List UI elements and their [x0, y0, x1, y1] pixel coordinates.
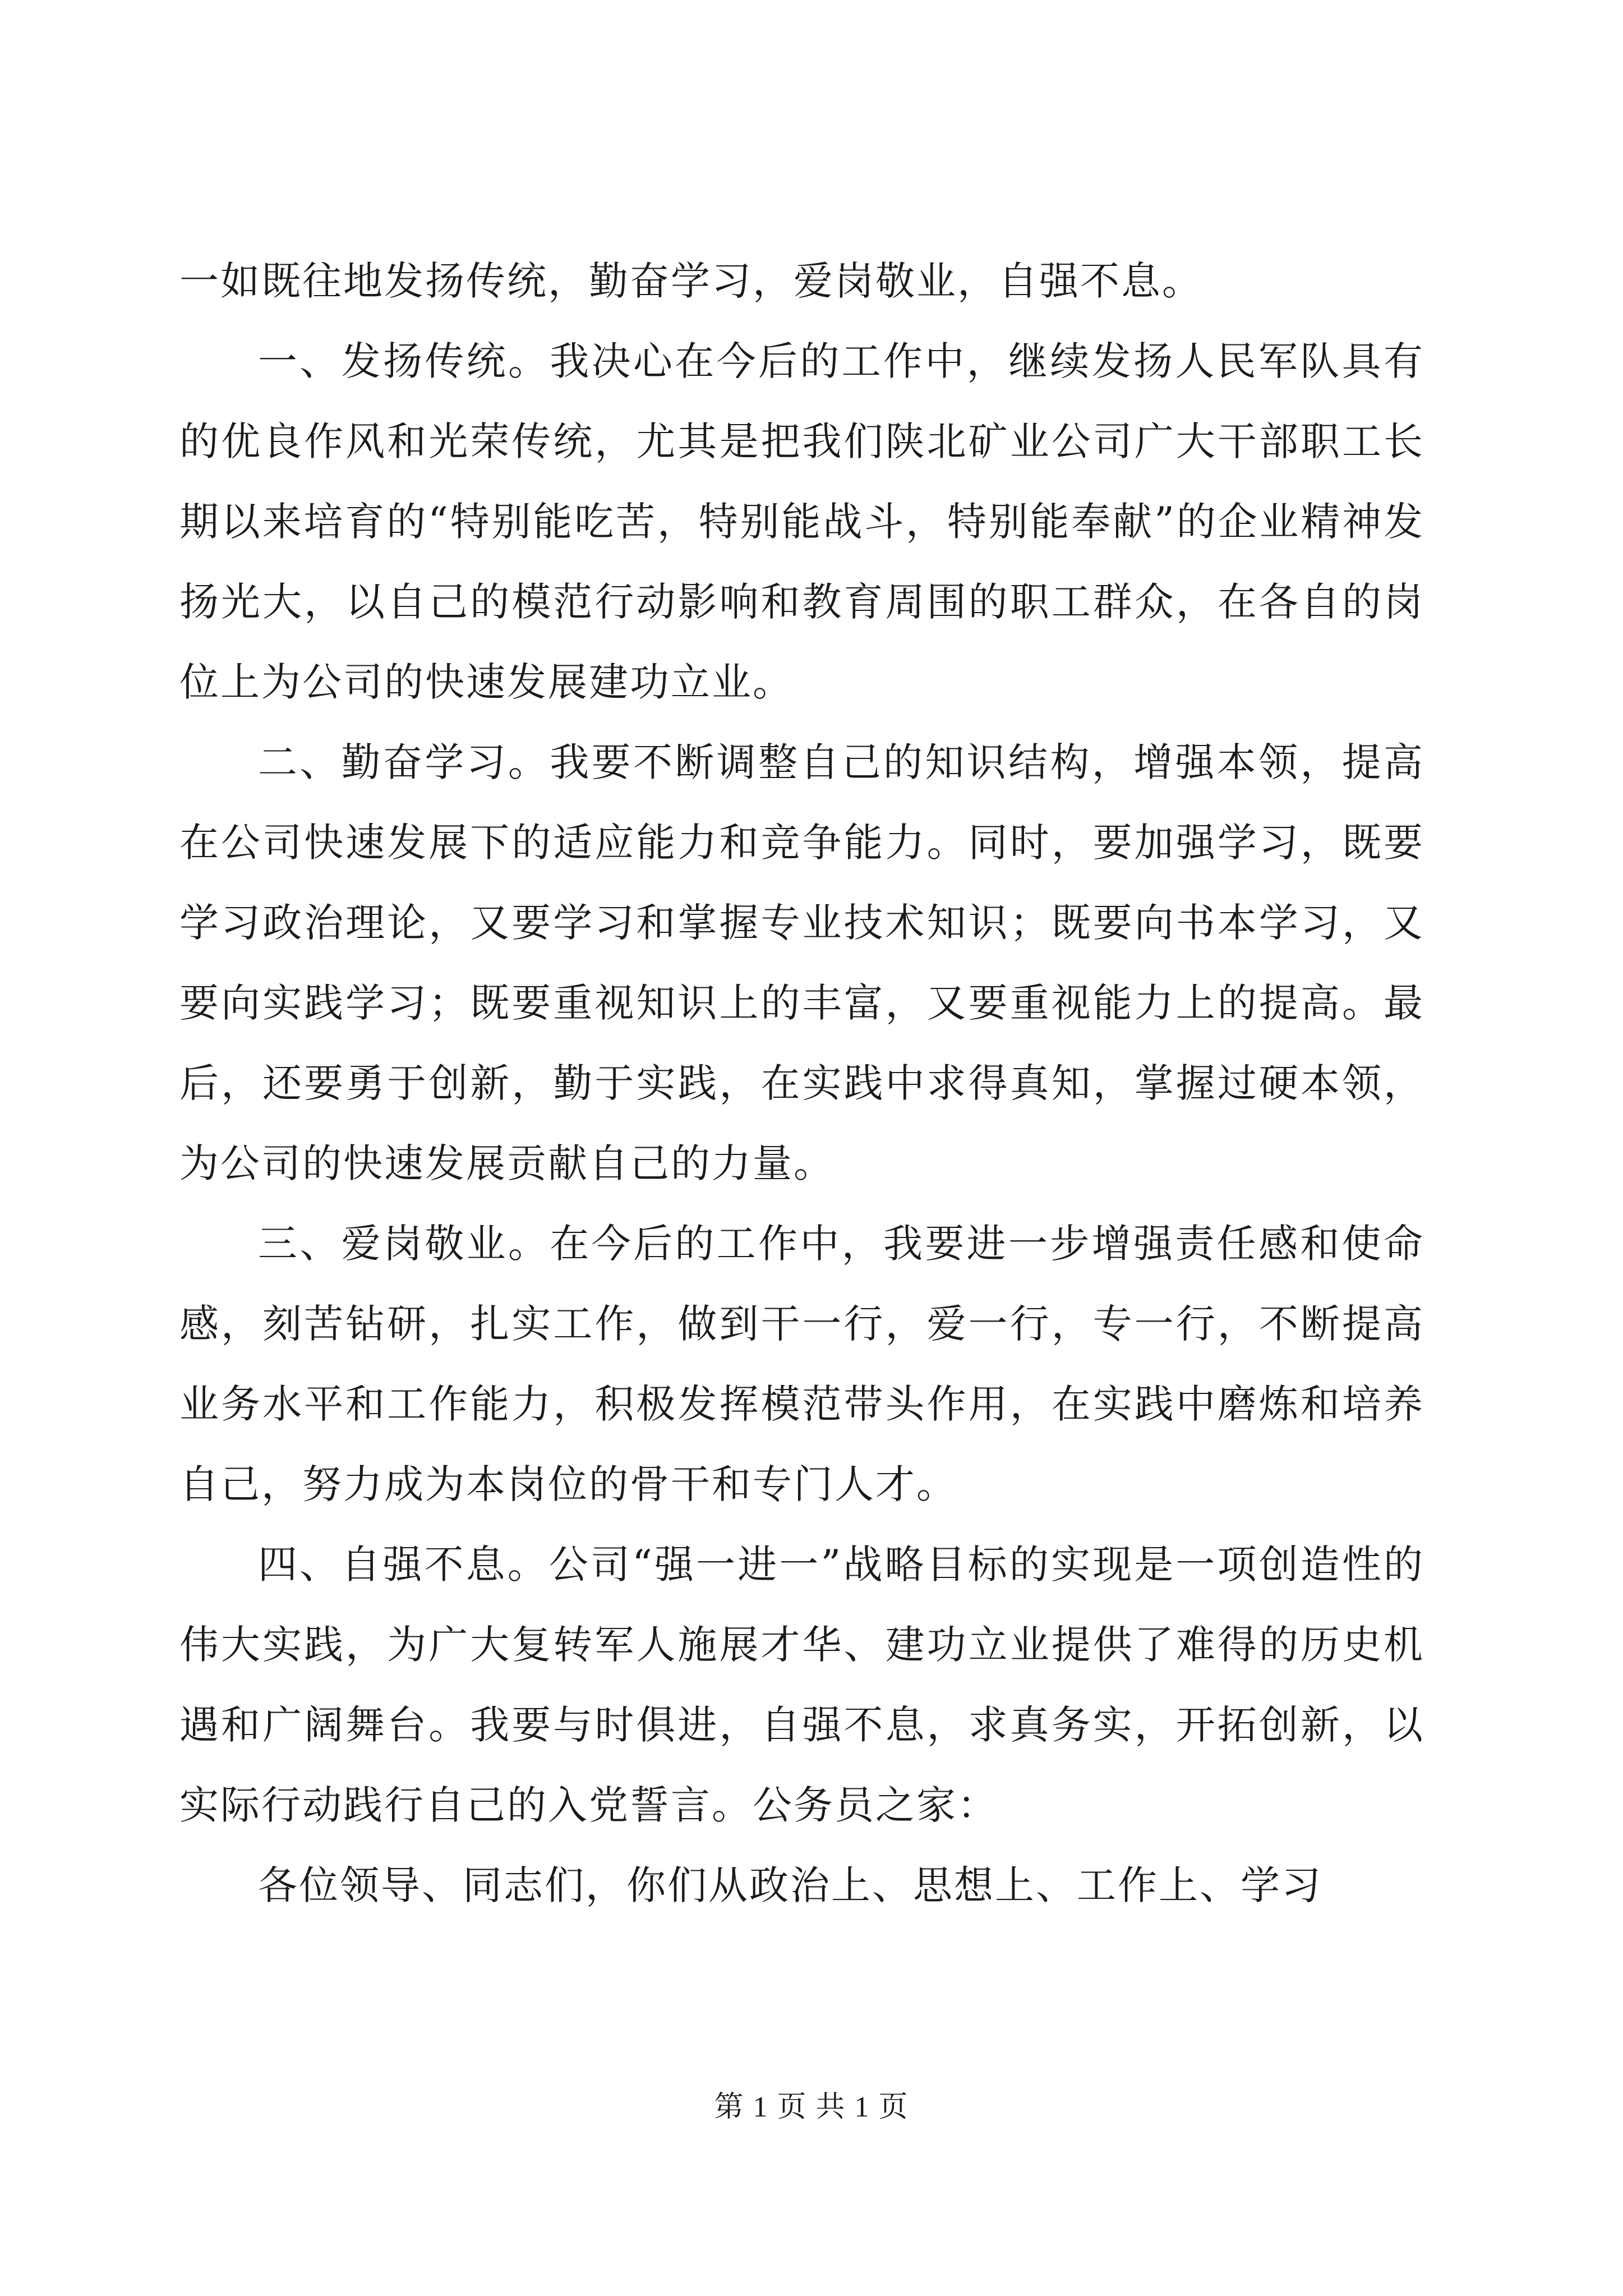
paragraph-closing-address: 各位领导、同志们，你们从政治上、思想上、工作上、学习: [258, 1862, 1322, 1908]
document-body: [179, 241, 1424, 1926]
paragraph-love-job: 三、爱岗敬业。在今后的工作中，我要进一步增强责任感和使命感，刻苦钻研，扎实工作，做到干一行，爱一行，专一行，不断提高业务水平和工作能力，积极发挥模范带头作用，在实践中磨炼和培养自己，努力成为本岗位的骨干和专门人才。: [179, 1221, 1424, 1507]
paragraph-carry-forward-tradition: 一、发扬传统。我决心在今后的工作中，继续发扬人民军队具有的优良作风和光荣传统，尤其是把我们陕北矿业公司广大干部职工长期以来培育的“特别能吃苦，特别能战斗，特别能奉献”的企业精神发扬光大，以自己的模范行动影响和教育周围的职工群众，在各自的岗位上为公司的快速发展建功立业。: [179, 338, 1424, 705]
paragraph-self-improvement: 四、自强不息。公司“强一进一”战略目标的实现是一项创造性的伟大实践，为广大复转军人施展才华、建功立业提供了难得的历史机遇和广阔舞台。我要与时俱进，自强不息，求真务实，开拓创新，以实际行动践行自己的入党誓言。公务员之家：: [179, 1542, 1424, 1828]
paragraph-continuation: 一如既往地发扬传统，勤奋学习，爱岗敬业，自强不息。: [179, 258, 1203, 304]
page-footer: 第 1 页 共 1 页: [714, 2091, 909, 2123]
paragraph-diligent-study: 二、勤奋学习。我要不断调整自己的知识结构，增强本领，提高在公司快速发展下的适应能力和竞争能力。同时，要加强学习，既要学习政治理论，又要学习和掌握专业技术知识；既要向书本学习，又要向实践学习；既要重视知识上的丰富，又要重视能力上的提高。最后，还要勇于创新，勤于实践，在实践中求得真知，掌握过硬本领，为公司的快速发展贡献自己的力量。: [179, 739, 1424, 1186]
